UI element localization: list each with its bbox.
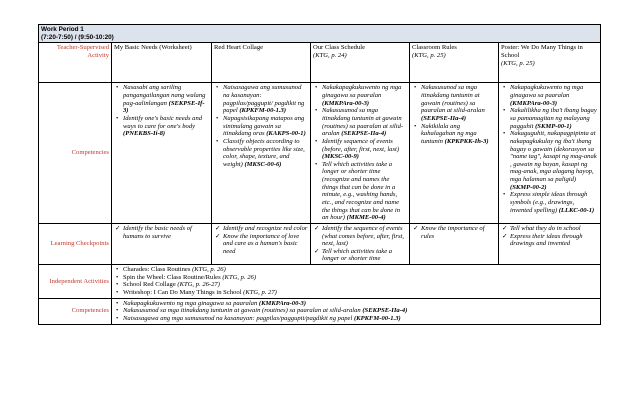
competency-text: Nakasusunod sa mga itinakdang tuntunin at gawain (routines) sa paaralan at silid-aralan	[322, 107, 404, 138]
period-header-row	[39, 25, 601, 43]
competency-item	[510, 84, 598, 107]
competencies2-list	[114, 300, 598, 323]
independent-item	[123, 289, 598, 297]
competency-item	[123, 300, 598, 308]
competency-text: Tell which activities take a longer or shorter time (recognize and names the things that can be done in a minute, e.g., washing hands, etc., and recognize and name the things that can be done in an hour)	[322, 160, 401, 222]
competencies-row-label: Competencies	[39, 83, 112, 224]
column-header-3	[311, 43, 410, 83]
competency-item	[322, 161, 407, 222]
checkpoints-cell-5	[499, 223, 601, 264]
independent-ref: (KTG, p. 26-27)	[177, 281, 220, 289]
competencies2-cell	[112, 298, 601, 324]
competency-text: Nakapagkukuwento ng mga ginagawa sa paaralan	[510, 84, 584, 100]
checkpoints-cell-2	[212, 223, 311, 264]
competency-text: Naisasagawa ang mga sumusunod na kasanayan: pagpilas/paggupit/pagdikit ng papel	[123, 314, 353, 322]
competency-text: Nasasabi ang sariling pangangailangan nang walang pag-aalinlangan	[123, 84, 206, 107]
competency-item	[223, 115, 308, 138]
checkpoint-item: ✓ Tell what they do in school	[510, 225, 598, 233]
checkpoints-cell-4	[410, 223, 499, 264]
competency-text: Napagsisikapang matapos ang sinimulang gawain sa itinakdang oras	[223, 114, 305, 138]
checkpoint-list	[501, 225, 598, 248]
competency-code: (MKME-00-4)	[346, 214, 386, 222]
competency-text: Nakapagkukuwento ng mga ginagawa sa paaralan	[123, 299, 258, 307]
competency-code: (KPKFM-00-1.3)	[353, 314, 401, 322]
competencies-cell-2	[212, 83, 311, 224]
independent-item	[123, 281, 598, 289]
column-header-4	[410, 43, 499, 83]
checkpoint-item: ✓ Tell which activities take a longer or shorter time	[322, 248, 407, 263]
competency-text: Nakasusunod sa mga itinakdang tuntunin at gawain (routines) sa paaralan at silid-aralan	[421, 84, 485, 115]
competency-code: (LLKC-00-1)	[558, 206, 595, 214]
independent-list	[114, 266, 598, 297]
checkpoint-item: ✓ Express their ideas through drawings and invented	[510, 233, 598, 248]
lesson-plan-table	[38, 24, 601, 325]
independent-text: Spin the Wheel: Class Routine/Rules	[123, 273, 221, 281]
checkpoint-list	[412, 225, 496, 240]
competency-item	[510, 191, 598, 214]
checkpoint-item: ✓ Identify and recognize red color	[223, 225, 308, 233]
independent-ref: (KTG, p. 26)	[222, 273, 257, 281]
competency-code: (SEKPSE-IIa-4)	[341, 130, 387, 138]
competency-text: Nakalilikha ng iba't ibang bagay sa pamamagitan ng malayang pagguhit	[510, 107, 597, 130]
independent-ref: (KTG, p. 27)	[243, 289, 277, 297]
checkpoint-item: ✓ Know the importance of love and care as a human's basic need	[223, 233, 308, 256]
competency-item	[421, 123, 496, 146]
competency-item	[510, 107, 598, 130]
competency-item	[322, 84, 407, 107]
checkpoint-list	[313, 225, 407, 263]
checkpoints-cell-1	[112, 223, 212, 264]
competencies-cell-3	[311, 83, 410, 224]
competency-item	[421, 84, 496, 122]
competency-code: (SKMP-00-2)	[510, 183, 547, 191]
checkpoint-item: ✓ Know the importance of rules	[421, 225, 496, 240]
column-title: My Basic Needs (Worksheet)	[114, 44, 192, 52]
checkpoint-list	[214, 225, 308, 256]
competency-code: (MKSC-00-9)	[322, 153, 359, 161]
column-title: Our Class Schedule	[313, 44, 366, 52]
independent-text: School Red Collage	[123, 281, 176, 289]
column-ref: (KTG, p. 25)	[501, 59, 535, 67]
competency-code: (SKMP-00-1)	[535, 122, 572, 130]
activity-row	[39, 43, 601, 83]
competency-list	[501, 84, 598, 214]
independent-text: Charades: Class Routines	[123, 266, 191, 274]
competency-item	[510, 130, 598, 191]
checkpoints-cell-3	[311, 223, 410, 264]
competencies-cell-5	[499, 83, 601, 224]
competency-code: (KPKFM-00-1.3)	[239, 107, 287, 115]
competency-code: (KMKPAra-00-3)	[322, 99, 370, 107]
column-ref: (KTG, p. 25)	[412, 52, 446, 60]
competency-text: Nakikilala ang kahalagahan ng mga tuntunin	[421, 122, 477, 145]
checkpoints-row-label: Learning Checkpoints	[39, 223, 112, 264]
competency-list	[114, 84, 209, 137]
column-title: Red Heart Collage	[214, 44, 264, 52]
competency-code: (KPKPKK-Ih-3)	[444, 137, 489, 145]
column-ref: (KTG, p. 24)	[313, 52, 347, 60]
competency-list	[412, 84, 496, 145]
competency-item	[123, 84, 209, 115]
independent-item	[123, 266, 598, 274]
competency-code: (KMKPAra-00-3)	[258, 299, 307, 307]
checkpoint-list	[114, 225, 209, 240]
independent-text: Writeshop: I Can Do Many Things in School	[123, 289, 242, 297]
independent-item	[123, 274, 598, 282]
checkpoint-item: ✓ Identify the basic needs of humans to survive	[123, 225, 209, 240]
competency-text: Identify one's basic needs and ways to care for one's body	[123, 114, 203, 130]
competency-code: (KAKPS-00-1)	[266, 130, 306, 138]
column-header-2	[212, 43, 311, 83]
competency-code: (MKSC-00-6)	[244, 160, 282, 168]
competency-text: Classify objects according to observable properties like size, color, shape, texture, and weight)	[223, 137, 305, 168]
competencies-cell-1	[112, 83, 212, 224]
competency-text: Nakakapagkukuwento ng mga ginagawa sa paaralan	[322, 84, 402, 100]
activity-row-label: Teacher-Supervised Activity	[39, 43, 112, 83]
competencies2-row	[39, 298, 601, 324]
competency-item	[123, 315, 598, 323]
competency-code: (SEKPSE-IIa-4)	[362, 307, 408, 315]
competency-item	[322, 138, 407, 161]
competencies2-row-label: Competencies	[39, 298, 112, 324]
competency-code: (SEKPSE-IIa-4)	[421, 114, 467, 122]
competency-item	[123, 307, 598, 315]
column-header-1	[112, 43, 212, 83]
independent-row	[39, 265, 601, 299]
independent-ref: (KTG, p. 26)	[192, 266, 226, 274]
competency-code: (KMKPAra-00-3)	[510, 99, 558, 107]
period-header	[39, 25, 601, 43]
competency-text: Nakaguguhit, nakapagpipinta at nakapagkukulay ng iba't ibang bagay o gawain (dekorasyon sa "name tag", kasapi ng mag-anak , gawain ng bayan, kasapi ng mag-anak, mga alagang hayop, mga halaman sa paligid)	[510, 130, 597, 184]
competency-item	[123, 115, 209, 138]
independent-row-label: Independent Activities	[39, 265, 112, 299]
competency-item	[322, 107, 407, 138]
period-time: (7:20-7:50) / (9:50-10:20)	[41, 33, 114, 41]
competency-text: Identify sequence of events (before, after, first, next, last)	[322, 137, 400, 153]
column-title: Poster: We Do Many Things in School	[501, 44, 583, 60]
period-title: Work Period 1	[41, 26, 84, 33]
checkpoints-row	[39, 223, 601, 264]
competency-text: Naisasagawa ang sumusunod na kasanayan: pagpilas/paggupit/ pagdikit ng papel	[223, 84, 305, 115]
checkpoint-item: ✓ Identify the sequence of events (what comes before, after, first, next, last)	[322, 225, 407, 248]
column-header-5	[499, 43, 601, 83]
competency-code: (PNEKBS-Ii-8)	[123, 130, 166, 138]
competencies-row	[39, 83, 601, 224]
competency-list	[214, 84, 308, 168]
competencies-cell-4	[410, 83, 499, 224]
independent-cell	[112, 265, 601, 299]
competency-list	[313, 84, 407, 222]
competency-code: (SEKPSE-If-3)	[123, 99, 205, 115]
competency-item	[223, 84, 308, 115]
column-title: Classroom Rules	[412, 44, 457, 52]
competency-text: Nakasusunod sa mga itinakdang tuntunin at gawain (routines) sa paaralan at silid-aralan	[123, 307, 361, 315]
competency-item	[223, 138, 308, 169]
competency-text: Express simple ideas through symbols (e.g., drawings, invented spelling)	[510, 191, 588, 214]
